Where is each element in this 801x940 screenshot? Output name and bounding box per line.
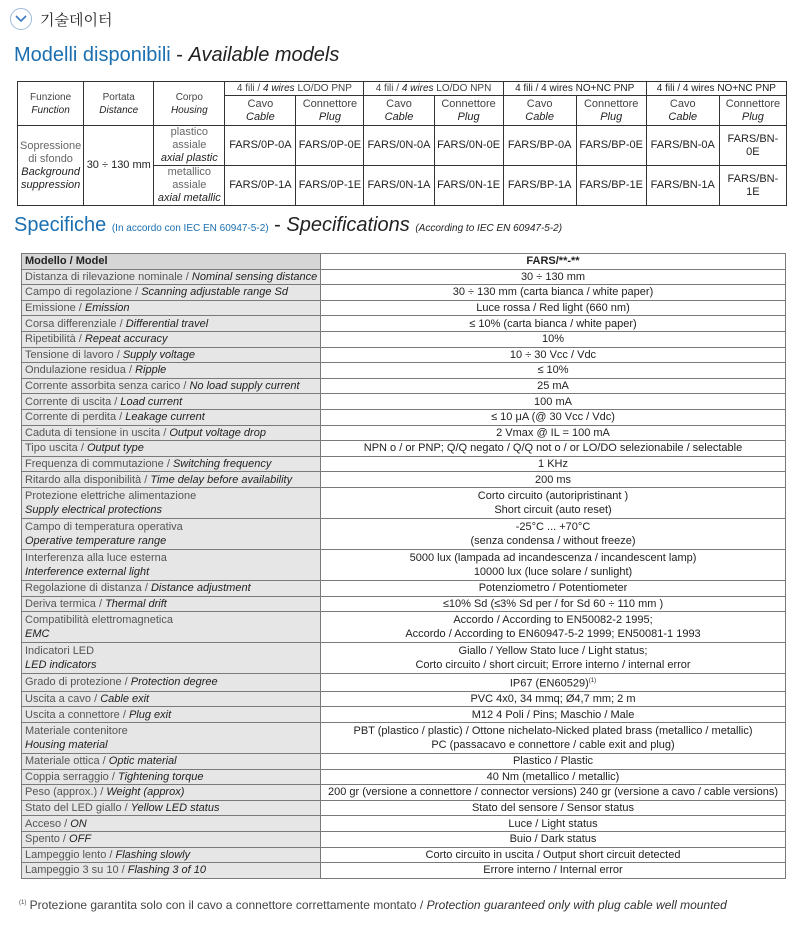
spec-key-en: Optic material <box>108 755 177 768</box>
spec-value-text: Buio / Dark status <box>509 833 597 846</box>
spec-value <box>321 254 786 270</box>
spec-value-text: 10% <box>541 333 565 346</box>
spec-value <box>321 580 786 596</box>
spec-key-en: EMC <box>25 628 50 641</box>
spec-key <box>22 816 321 832</box>
spec-row <box>22 816 786 832</box>
models-heading <box>14 44 339 67</box>
spec-value-text: Luce rossa / Red light (660 nm) <box>476 302 630 315</box>
spec-key-it: Acceso / <box>25 817 71 830</box>
spec-value <box>321 518 786 549</box>
model-code: FARS/0P-1A <box>225 166 296 206</box>
housing-metallic: metallico assiale axial metallic <box>154 166 225 206</box>
spec-key <box>22 722 321 753</box>
spec-value-text: 100 mA <box>534 395 572 408</box>
spec-value-text: 1 KHz <box>538 458 568 471</box>
spec-row <box>22 863 786 879</box>
section-label: 기술데이터 <box>40 11 113 29</box>
spec-row <box>22 800 786 816</box>
spec-value-text: Errore interno / Internal error <box>483 864 623 877</box>
sub-plug: Connettore Plug <box>576 96 646 126</box>
model-code: FARS/BP-1E <box>576 166 646 206</box>
specs-title-sep: - <box>268 214 287 236</box>
spec-value <box>321 472 786 488</box>
spec-value-text-2: Short circuit (auto reset) <box>494 503 612 516</box>
spec-key-it: Materiale contenitore <box>25 724 128 737</box>
spec-key-it: Regolazione di distanza / <box>25 582 151 595</box>
spec-key-it: Compatibilità elettromagnetica <box>25 614 173 627</box>
spec-key-it: Campo di regolazione / <box>25 286 142 299</box>
spec-value <box>321 441 786 457</box>
spec-value <box>321 316 786 332</box>
spec-key-it: Corrente di perdita / <box>25 411 126 424</box>
spec-key-en: Tightening torque <box>117 770 204 783</box>
spec-key <box>22 580 321 596</box>
spec-value <box>321 612 786 643</box>
spec-key <box>22 378 321 394</box>
spec-value-text: -25°C ... +70°C <box>515 520 591 533</box>
spec-key-it: Indicatori LED <box>25 645 95 658</box>
spec-key-en: Housing material <box>25 738 108 751</box>
sub-plug: Connettore Plug <box>296 96 364 126</box>
spec-value <box>321 753 786 769</box>
model-code: FARS/0N-1A <box>364 166 434 206</box>
spec-row <box>22 394 786 410</box>
model-code: FARS/0N-1E <box>434 166 503 206</box>
footnote <box>19 898 727 912</box>
spec-key <box>22 674 321 692</box>
group-header-lodo-pnp: 4 fili / 4 wires LO/DO PNP <box>225 82 364 96</box>
spec-key-en: Cable exit <box>100 693 150 706</box>
spec-value <box>321 300 786 316</box>
spec-key <box>22 456 321 472</box>
spec-row <box>22 753 786 769</box>
group-header-lodo-npn: 4 fili / 4 wires LO/DO NPN <box>364 82 503 96</box>
spec-key-en: Operative temperature range <box>25 534 167 547</box>
spec-value-text: ≤ 10% <box>537 364 569 377</box>
model-code: FARS/BP-1A <box>503 166 576 206</box>
spec-key <box>22 612 321 643</box>
spec-key-it: Emissione / <box>25 302 85 315</box>
spec-row <box>22 596 786 612</box>
spec-value <box>321 847 786 863</box>
housing-plastic: plastico assiale axial plastic <box>154 126 225 166</box>
spec-key-en: Interference external light <box>25 565 150 578</box>
spec-key-it: Interferenza alla luce esterna <box>25 551 167 564</box>
spec-key-en: Thermal drift <box>105 597 167 610</box>
spec-value-text: Plastico / Plastic <box>512 755 594 768</box>
spec-key <box>22 831 321 847</box>
spec-value-text: ≤10% Sd (≤3% Sd per / for Sd 60 ÷ 110 mm ) <box>442 597 664 610</box>
spec-row <box>22 285 786 301</box>
protection-footnote-mark: (1) <box>588 678 597 685</box>
spec-row <box>22 269 786 285</box>
spec-value <box>321 549 786 580</box>
spec-key-it: Lampeggio lento / <box>25 848 116 861</box>
sub-cable: Cavo Cable <box>225 96 296 126</box>
spec-key <box>22 769 321 785</box>
function-cell: Sopressione di sfondo Background suppression <box>18 126 84 206</box>
spec-key <box>22 441 321 457</box>
spec-key <box>22 472 321 488</box>
sub-plug: Connettore Plug <box>719 96 786 126</box>
spec-key-en: Protection degree <box>130 676 218 689</box>
spec-row <box>22 331 786 347</box>
spec-row <box>22 549 786 580</box>
spec-key <box>22 863 321 879</box>
spec-key-it: Uscita a connettore / <box>25 708 129 721</box>
spec-row <box>22 316 786 332</box>
spec-value-text-2: Corto circuito / short circuit; Errore interno / internal error <box>415 659 691 672</box>
spec-row <box>22 254 786 270</box>
spec-row <box>22 769 786 785</box>
spec-row <box>22 300 786 316</box>
spec-key-en: Plug exit <box>128 708 172 721</box>
spec-key <box>22 394 321 410</box>
spec-key <box>22 487 321 518</box>
group-header-nonc-pnp-2: 4 fili / 4 wires NO+NC PNP <box>646 82 786 96</box>
spec-row <box>22 847 786 863</box>
spec-key-en: Flashing 3 of 10 <box>127 864 207 877</box>
spec-value <box>321 863 786 879</box>
spec-key-en: Scanning adjustable range Sd <box>141 286 288 299</box>
model-code: FARS/BP-0A <box>503 126 576 166</box>
spec-key-en: Yellow LED status <box>130 802 220 815</box>
spec-value <box>321 285 786 301</box>
spec-key-en: Model <box>75 255 108 268</box>
spec-value <box>321 643 786 674</box>
spec-key-it: Protezione elettriche alimentazione <box>25 489 197 502</box>
specs-heading <box>14 214 562 237</box>
spec-value-text: Giallo / Yellow Stato luce / Light status; <box>458 645 648 658</box>
models-table <box>17 81 787 206</box>
spec-key-it: Tensione di lavoro / <box>25 348 123 361</box>
spec-key-it: Uscita a cavo / <box>25 693 101 706</box>
spec-value-text: 30 ÷ 130 mm <box>520 270 586 283</box>
spec-key <box>22 316 321 332</box>
spec-value <box>321 831 786 847</box>
spec-key-it: Campo di temperatura operativa <box>25 520 183 533</box>
model-code: FARS/BN-1E <box>719 166 786 206</box>
spec-key-it: Spento / <box>25 833 70 846</box>
spec-key-it: Materiale ottica / <box>25 755 109 768</box>
spec-row <box>22 518 786 549</box>
footnote-mark: (1) <box>19 900 27 906</box>
footnote-en: Protection guaranteed only with plug cable well mounted <box>426 898 727 912</box>
spec-row <box>22 785 786 801</box>
spec-key <box>22 549 321 580</box>
spec-value-text: 5000 lux (lampada ad incandescenza / incandescent lamp) <box>409 551 697 564</box>
spec-row <box>22 425 786 441</box>
spec-key-en: Output type <box>86 442 144 455</box>
spec-key-it: Frequenza di commutazione / <box>25 458 173 471</box>
spec-row <box>22 472 786 488</box>
spec-key <box>22 254 321 270</box>
sub-plug: Connettore Plug <box>434 96 503 126</box>
spec-key-it: Corsa differenziale / <box>25 317 126 330</box>
spec-value-text: Accordo / According to EN50082-2 1995; <box>453 614 653 627</box>
spec-key-en: Leakage current <box>125 411 205 424</box>
spec-value-text: ≤ 10 μA (@ 30 Vcc / Vdc) <box>491 411 615 424</box>
sub-cable: Cavo Cable <box>364 96 434 126</box>
col-range: Portata Distance <box>84 82 154 126</box>
spec-key <box>22 800 321 816</box>
model-code: FARS/0P-0A <box>225 126 296 166</box>
spec-key <box>22 753 321 769</box>
spec-value-text: 200 ms <box>534 473 572 486</box>
spec-value <box>321 691 786 707</box>
spec-value-text: PBT (plastico / plastic) / Ottone nichelato-Nicked plated brass (metallico / metallic) <box>353 724 753 737</box>
spec-value-text: M12 4 Poli / Pins; Maschio / Male <box>471 708 635 721</box>
spec-value-text-2: Accordo / According to EN60947-5-2 1999; EN50081-1 1993 <box>405 628 701 641</box>
spec-key-en: Emission <box>84 302 130 315</box>
specs-note-it: (In accordo con IEC EN 60947-5-2) <box>111 223 269 234</box>
spec-key-it: Stato del LED giallo / <box>25 802 131 815</box>
spec-key-en: Flashing slowly <box>115 848 191 861</box>
group-header-nonc-pnp: 4 fili / 4 wires NO+NC PNP <box>503 82 646 96</box>
spec-value-text-2: PC (passacavo e connettore / cable exit and plug) <box>431 738 675 751</box>
col-function: Funzione Function <box>18 82 84 126</box>
spec-key-it: Coppia serraggio / <box>25 770 118 783</box>
spec-key-en: Ripple <box>135 364 167 377</box>
spec-key-it: Deriva termica / <box>25 597 106 610</box>
spec-key-en: Differential travel <box>125 317 209 330</box>
spec-key-it: Lampeggio 3 su 10 / <box>25 864 128 877</box>
spec-key-en: Weight (approx) <box>106 786 185 799</box>
spec-value <box>321 800 786 816</box>
spec-value-text: 10 ÷ 30 Vcc / Vdc <box>509 348 597 361</box>
spec-value-text: IP67 (EN60529) <box>509 677 589 690</box>
spec-key-en: Supply voltage <box>122 348 196 361</box>
spec-key <box>22 596 321 612</box>
spec-key-it: Modello / <box>25 255 76 268</box>
spec-key <box>22 518 321 549</box>
spec-value <box>321 269 786 285</box>
spec-row <box>22 378 786 394</box>
spec-key <box>22 691 321 707</box>
sub-cable: Cavo Cable <box>646 96 719 126</box>
spec-key-en: Distance adjustment <box>150 582 251 595</box>
spec-row <box>22 347 786 363</box>
spec-value-text: ≤ 10% (carta bianca / white paper) <box>469 317 637 330</box>
spec-value-text: Corto circuito (autoripristinant ) <box>477 489 629 502</box>
spec-key-it: Ondulazione residua / <box>25 364 136 377</box>
spec-value-text: 40 Nm (metallico / metallic) <box>486 770 620 783</box>
spec-row <box>22 580 786 596</box>
spec-key <box>22 707 321 723</box>
spec-row <box>22 674 786 692</box>
spec-key-en: Load current <box>120 395 183 408</box>
spec-row <box>22 831 786 847</box>
spec-value <box>321 363 786 379</box>
spec-row <box>22 441 786 457</box>
spec-value-text-2: (senza condensa / without freeze) <box>470 534 636 547</box>
spec-key <box>22 269 321 285</box>
spec-key-it: Distanza di rilevazione nominale / <box>25 270 192 283</box>
models-title-en: Available models <box>188 44 340 66</box>
spec-value-text: Potenziometro / Potentiometer <box>478 582 628 595</box>
spec-value <box>321 331 786 347</box>
spec-key-it: Tipo uscita / <box>25 442 87 455</box>
spec-key-it: Peso (approx.) / <box>25 786 107 799</box>
spec-key-it: Ritardo alla disponibilità / <box>25 473 151 486</box>
spec-value-text: FARS/**-** <box>526 255 580 268</box>
spec-value <box>321 816 786 832</box>
range-cell: 30 ÷ 130 mm <box>84 126 154 206</box>
spec-value-text: NPN o / or PNP; Q/Q negato / Q/Q not o / or LO/DO selezionabile / selectable <box>363 442 743 455</box>
spec-key-it: Ripetibilità / <box>25 333 85 346</box>
spec-key-it: Corrente assorbita senza carico / <box>25 380 190 393</box>
spec-value-text: Luce / Light status <box>508 817 598 830</box>
col-housing: Corpo Housing <box>154 82 225 126</box>
specs-title-it: Specifiche <box>14 214 107 236</box>
spec-row <box>22 643 786 674</box>
model-code: FARS/BN-0A <box>646 126 719 166</box>
spec-value <box>321 785 786 801</box>
spec-row <box>22 363 786 379</box>
model-code: FARS/0N-0A <box>364 126 434 166</box>
spec-value <box>321 347 786 363</box>
spec-key-en: No load supply current <box>189 380 300 393</box>
spec-key <box>22 643 321 674</box>
spec-key <box>22 347 321 363</box>
spec-value-text-2: 10000 lux (luce solare / sunlight) <box>473 565 633 578</box>
spec-key-en: Supply electrical protections <box>25 503 162 516</box>
spec-row <box>22 722 786 753</box>
specs-table <box>21 253 786 879</box>
spec-key <box>22 363 321 379</box>
models-title-sep: - <box>170 44 189 66</box>
spec-row <box>22 456 786 472</box>
spec-value-text: Corto circuito in uscita / Output short circuit detected <box>425 848 681 861</box>
spec-value-text: 25 mA <box>537 380 569 393</box>
spec-key-en: OFF <box>69 833 92 846</box>
specs-title-en: Specifications <box>286 214 410 236</box>
spec-value <box>321 596 786 612</box>
footnote-it: Protezione garantita solo con il cavo a connettore correttamente montato / <box>26 898 427 912</box>
spec-value <box>321 769 786 785</box>
spec-value <box>321 378 786 394</box>
model-code: FARS/0P-0E <box>296 126 364 166</box>
spec-value <box>321 674 786 692</box>
spec-key-it: Grado di protezione / <box>25 676 131 689</box>
specs-note-en: (According to IEC EN 60947-5-2) <box>415 223 563 234</box>
spec-value-text: Stato del sensore / Sensor status <box>471 802 635 815</box>
model-code: FARS/BN-0E <box>719 126 786 166</box>
spec-value-text: 30 ÷ 130 mm (carta bianca / white paper) <box>452 286 654 299</box>
spec-key-en: Repeat accuracy <box>84 333 168 346</box>
collapse-toggle[interactable] <box>10 6 112 32</box>
spec-key-en: Nominal sensing distance <box>191 270 318 283</box>
spec-key <box>22 285 321 301</box>
spec-row <box>22 409 786 425</box>
spec-key <box>22 300 321 316</box>
spec-row <box>22 612 786 643</box>
spec-row <box>22 487 786 518</box>
model-code: FARS/BN-1A <box>646 166 719 206</box>
spec-key <box>22 425 321 441</box>
spec-key-it: Caduta di tensione in uscita / <box>25 426 170 439</box>
spec-key <box>22 785 321 801</box>
spec-key-it: Corrente di uscita / <box>25 395 121 408</box>
spec-value-text: 200 gr (versione a connettore / connector versions) 240 gr (versione a cavo / cable versions) <box>327 786 778 799</box>
spec-key-en: LED indicators <box>25 659 97 672</box>
spec-row <box>22 707 786 723</box>
model-code: FARS/0N-0E <box>434 126 503 166</box>
spec-value <box>321 409 786 425</box>
spec-value <box>321 456 786 472</box>
spec-value <box>321 707 786 723</box>
spec-key-en: Output voltage drop <box>169 426 266 439</box>
spec-key <box>22 847 321 863</box>
model-code: FARS/0P-1E <box>296 166 364 206</box>
chevron-down-icon <box>10 8 32 30</box>
spec-key-en: Switching frequency <box>172 458 272 471</box>
spec-key-en: Time delay before availability <box>150 473 293 486</box>
spec-value <box>321 394 786 410</box>
spec-row <box>22 691 786 707</box>
spec-value-text: 2 Vmax @ IL = 100 mA <box>496 426 610 439</box>
spec-key <box>22 331 321 347</box>
spec-value-text: PVC 4x0, 34 mmq; Ø4,7 mm; 2 m <box>470 693 636 706</box>
model-code: FARS/BP-0E <box>576 126 646 166</box>
spec-value <box>321 487 786 518</box>
spec-key <box>22 409 321 425</box>
spec-value <box>321 425 786 441</box>
spec-value <box>321 722 786 753</box>
spec-key-en: ON <box>70 817 87 830</box>
models-title-it: Modelli disponibili <box>14 44 171 66</box>
sub-cable: Cavo Cable <box>503 96 576 126</box>
